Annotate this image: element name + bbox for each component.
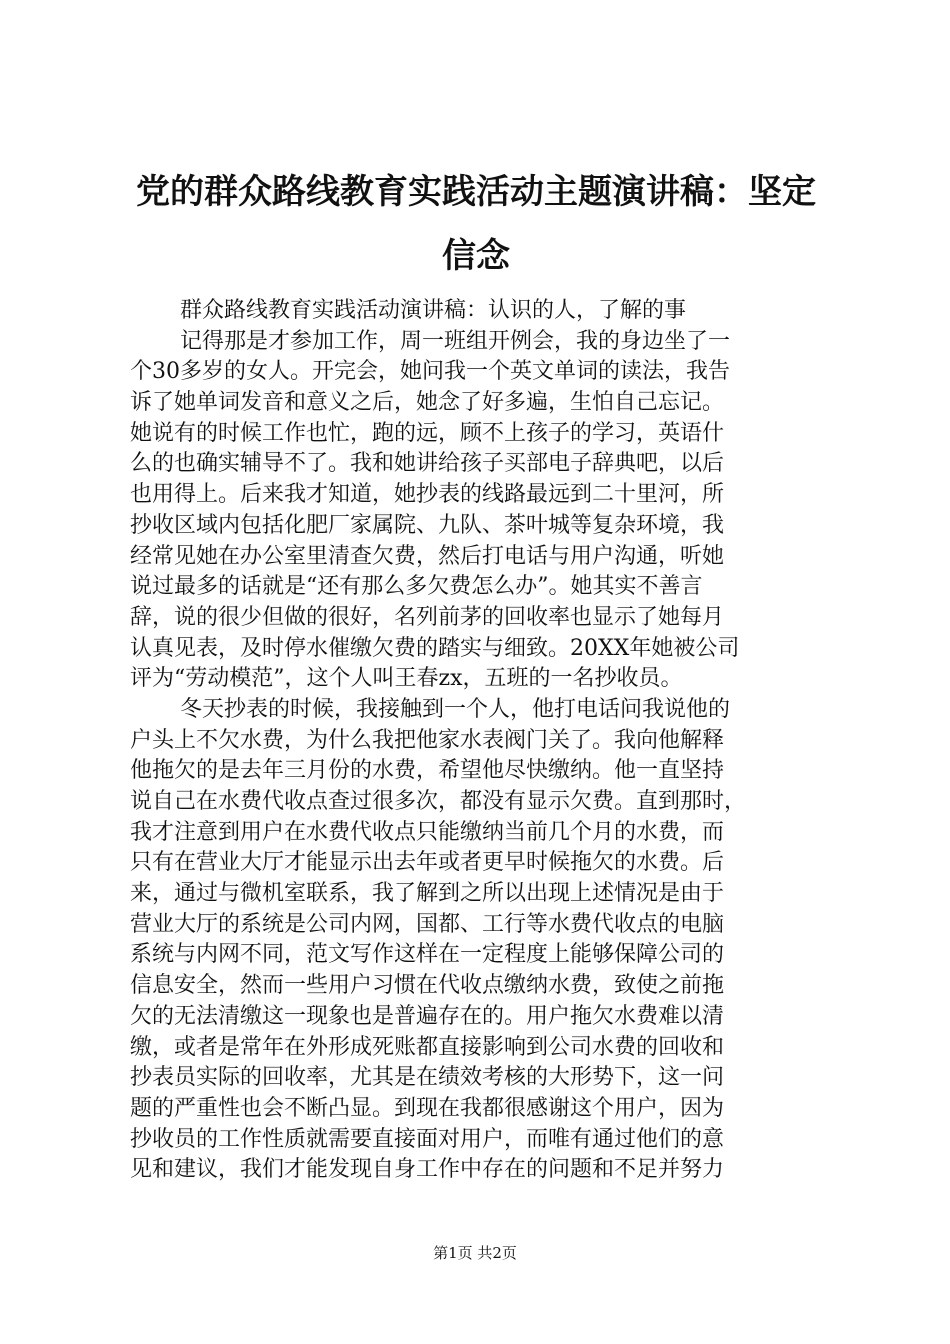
paragraph-line: 认真见表，及时停水催缴欠费的踏实与细致。20XX年她被公司 <box>130 635 740 661</box>
paragraph-line: 缴，或者是常年在外形成死账都直接影响到公司水费的回收和 <box>130 1034 725 1060</box>
paragraph-line: 信息安全，然而一些用户习惯在代收点缴纳水费，致使之前拖 <box>130 973 725 999</box>
paragraph-line: 说过最多的话就是“还有那么多欠费怎么办”。她其实不善言 <box>130 574 703 600</box>
paragraph-line: 户头上不欠水费，为什么我把他家水表阀门关了。我向他解释 <box>130 727 725 753</box>
paragraph-line: 营业大厅的系统是公司内网，国都、工行等水费代收点的电脑 <box>130 911 725 937</box>
paragraph-line: 也用得上。后来我才知道，她抄表的线路最远到二十里河，所 <box>130 482 725 508</box>
paragraph-line: 题的严重性也会不断凸显。到现在我都很感谢这个用户，因为 <box>130 1095 725 1121</box>
paragraph-line: 抄收员的工作性质就需要直接面对用户，而唯有通过他们的意 <box>130 1126 725 1152</box>
document-title <box>120 160 832 288</box>
subtitle-line: 群众路线教育实践活动演讲稿：认识的人，了解的事 <box>180 298 687 323</box>
paragraph-line: 诉了她单词发音和意义之后，她念了好多遍，生怕自己忘记。 <box>130 390 725 416</box>
paragraph-line: 经常见她在办公室里清查欠费，然后打电话与用户沟通，听她 <box>130 543 725 569</box>
paragraph-line: 抄收区域内包括化肥厂家属院、九队、茶叶城等复杂环境，我 <box>130 512 725 538</box>
paragraph-line: 见和建议，我们才能发现自身工作中存在的问题和不足并努力 <box>130 1157 725 1183</box>
paragraph-line: 冬天抄表的时候，我接触到一个人，他打电话问我说他的 <box>180 696 731 722</box>
paragraph-line: 她说有的时候工作也忙，跑的远，顾不上孩子的学习，英语什 <box>130 420 725 446</box>
paragraph-line: 记得那是才参加工作，周一班组开例会，我的身边坐了一 <box>180 328 731 354</box>
page-footer: 第1页 共2页 <box>433 1244 517 1262</box>
paragraph-line: 来，通过与微机室联系，我了解到之所以出现上述情况是由于 <box>130 881 725 907</box>
paragraph-line: 评为“劳动模范”，这个人叫王春zx，五班的一名抄收员。 <box>130 666 683 692</box>
paragraph-line: 个30多岁的女人。开完会，她问我一个英文单词的读法，我告 <box>130 359 730 385</box>
paragraph-line: 辞，说的很少但做的很好，名列前茅的回收率也显示了她每月 <box>130 604 725 630</box>
title-line: 信念 <box>442 236 510 276</box>
paragraph-line: 系统与内网不同，范文写作这样在一定程度上能够保障公司的 <box>130 942 725 968</box>
paragraph-line: 我才注意到用户在水费代收点只能缴纳当前几个月的水费，而 <box>130 819 725 845</box>
paragraph-line: 么的也确实辅导不了。我和她讲给孩子买部电子辞典吧，以后 <box>130 451 725 477</box>
title-line: 党的群众路线教育实践活动主题演讲稿：坚定 <box>136 172 816 212</box>
paragraph-line: 说自己在水费代收点查过很多次，都没有显示欠费。直到那时， <box>130 789 747 814</box>
paragraph-line: 欠的无法清缴这一现象也是普遍存在的。用户拖欠水费难以清 <box>130 1003 725 1029</box>
paragraph-line: 抄表员实际的回收率，尤其是在绩效考核的大形势下，这一问 <box>130 1065 725 1091</box>
paragraph-line: 只有在营业大厅才能显示出去年或者更早时候拖欠的水费。后 <box>130 850 725 876</box>
document-body <box>130 296 830 1186</box>
paragraph-line: 他拖欠的是去年三月份的水费，希望他尽快缴纳。他一直坚持 <box>130 758 725 784</box>
